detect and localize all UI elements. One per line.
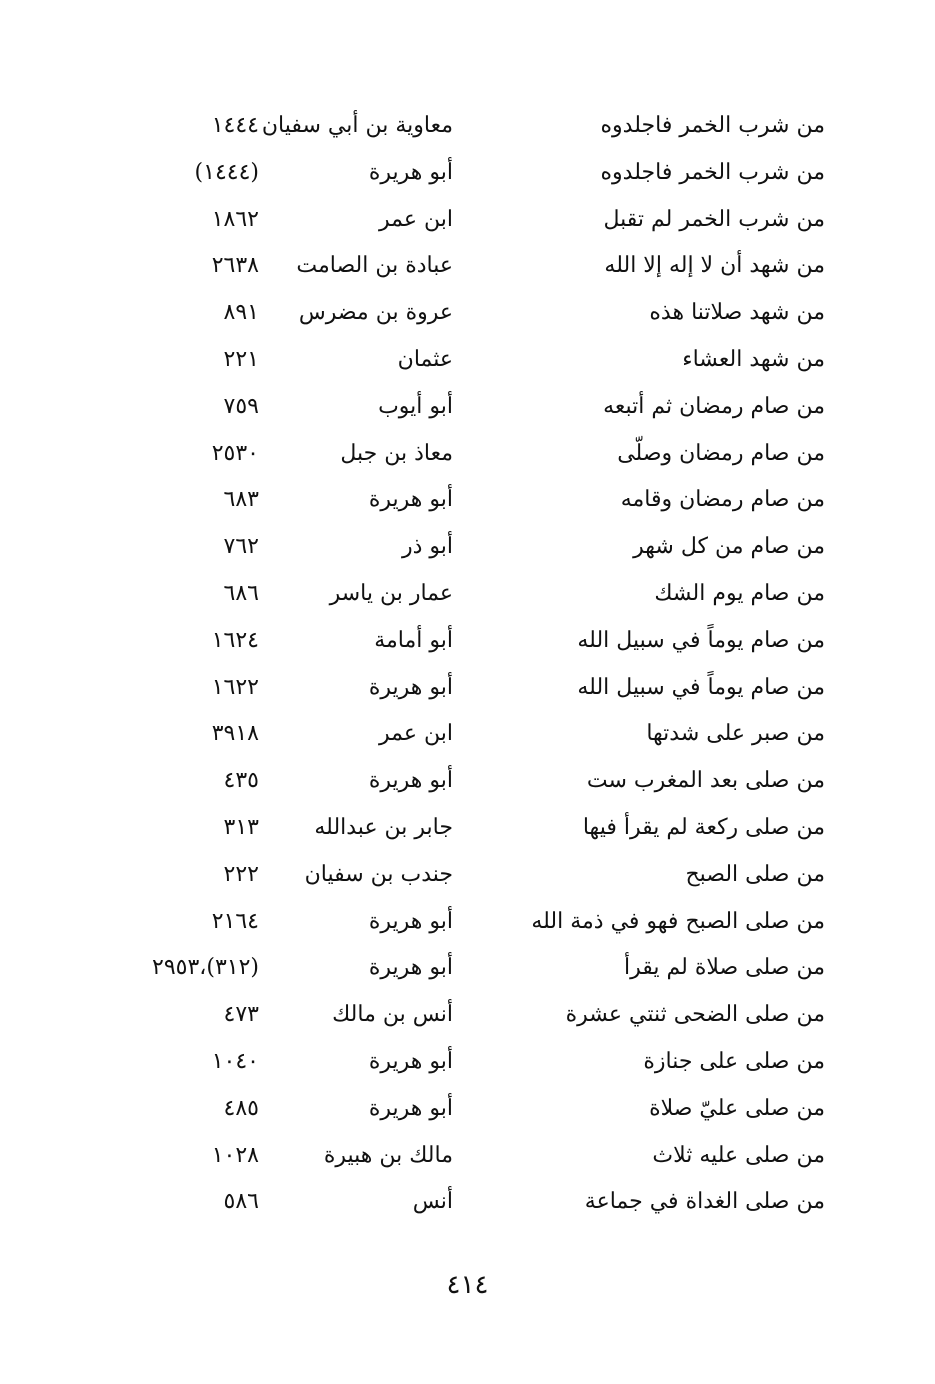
index-row: [0, 760, 935, 807]
narrator-name: أنس بن مالك: [332, 1002, 453, 1028]
hadith-number: ١٦٢٤: [211, 627, 259, 653]
hadith-text: من صام رمضان وقامه: [620, 487, 825, 513]
hadith-text: من صلى ركعة لم يقرأ فيها: [582, 814, 825, 840]
narrator-name: ابن عمر: [379, 206, 453, 232]
hadith-text: من صلى الصبح فهو في ذمة الله: [531, 908, 825, 934]
narrator-name: أبو أمامة: [374, 627, 453, 653]
hadith-number: ٤٣٥: [223, 768, 259, 794]
hadith-text: من صلى صلاة لم يقرأ: [624, 955, 825, 981]
hadith-text: من صبر على شدتها: [646, 721, 825, 747]
hadith-text: من صام يوم الشك: [654, 580, 825, 606]
hadith-text: من صلى الضحى ثنتي عشرة: [565, 1002, 825, 1028]
hadith-number: ١٨٦٢: [211, 206, 259, 232]
hadith-text: من شرب الخمر لم تقبل: [603, 206, 825, 232]
hadith-number: ٢٥٣٠: [211, 440, 259, 466]
hadith-text: من صلى الصبح: [685, 861, 825, 887]
hadith-number: ٨٩١: [223, 300, 259, 326]
index-row: [0, 994, 935, 1041]
index-row: [0, 292, 935, 339]
hadith-number: ٤٧٣: [223, 1002, 259, 1028]
hadith-text: من صلى عليه ثلاث: [652, 1142, 825, 1168]
hadith-number: ٢٦٣٨: [211, 253, 259, 279]
hadith-number: (٣١٢)،٢٩٥٣: [152, 955, 259, 981]
hadith-text: من صام يوماً في سبيل الله: [577, 627, 825, 653]
narrator-name: جندب بن سفيان: [304, 861, 453, 887]
narrator-name: أبو هريرة: [368, 1095, 453, 1121]
narrator-name: عثمان: [397, 346, 453, 372]
hadith-text: من صام من كل شهر: [633, 534, 825, 560]
narrator-name: معاذ بن جبل: [340, 440, 453, 466]
hadith-number: ٧٦٢: [223, 534, 259, 560]
hadith-text: من صلى بعد المغرب ست: [586, 768, 825, 794]
index-row: [0, 152, 935, 199]
page-number: ٤١٤: [446, 1270, 489, 1300]
index-row: [0, 573, 935, 620]
narrator-name: أبو هريرة: [368, 768, 453, 794]
index-row: [0, 947, 935, 994]
hadith-number: ١٠٢٨: [211, 1142, 259, 1168]
hadith-number: ٦٨٣: [223, 487, 259, 513]
hadith-text: من صلى عليّ صلاة: [649, 1095, 825, 1121]
hadith-number: ٦٨٦: [223, 580, 259, 606]
index-row: [0, 1088, 935, 1135]
hadith-number: ٧٥٩: [223, 393, 259, 419]
index-row: [0, 479, 935, 526]
hadith-number: ٢١٦٤: [211, 908, 259, 934]
hadith-text: من شهد العشاء: [682, 346, 825, 372]
narrator-name: أبو هريرة: [368, 487, 453, 513]
hadith-text: من شرب الخمر فاجلدوه: [600, 113, 825, 138]
hadith-number: ٤٨٥: [223, 1095, 259, 1121]
narrator-name: معاوية بن أبي سفيان: [261, 113, 453, 138]
narrator-name: أبو ذر: [401, 534, 453, 560]
hadith-index-list: [0, 105, 935, 1228]
index-row: [0, 713, 935, 760]
narrator-name: أبو هريرة: [368, 674, 453, 700]
hadith-text: من صام رمضان وصلّى: [617, 440, 825, 466]
narrator-name: عروة بن مضرس: [298, 300, 453, 326]
hadith-number: (١٤٤٤): [194, 159, 259, 185]
hadith-text: من شرب الخمر فاجلدوه: [600, 159, 825, 185]
hadith-text: من شهد أن لا إله إلا الله: [604, 253, 825, 279]
index-row: [0, 854, 935, 901]
hadith-number: ١٤٤٤: [211, 113, 259, 138]
hadith-number: ٣٩١٨: [211, 721, 259, 747]
index-row: [0, 1041, 935, 1088]
index-row: [0, 386, 935, 433]
hadith-number: ٥٨٦: [223, 1189, 259, 1215]
index-row: [0, 105, 935, 152]
narrator-name: عبادة بن الصامت: [296, 253, 453, 279]
narrator-name: أبو أيوب: [378, 393, 453, 419]
index-row: [0, 339, 935, 386]
hadith-text: من صام رمضان ثم أتبعه: [603, 393, 825, 419]
index-row: [0, 433, 935, 480]
hadith-number: ١٦٢٢: [211, 674, 259, 700]
hadith-number: ٢٢٢: [223, 861, 259, 887]
index-row: [0, 807, 935, 854]
narrator-name: أبو هريرة: [368, 159, 453, 185]
narrator-name: أبو هريرة: [368, 908, 453, 934]
hadith-text: من صام يوماً في سبيل الله: [577, 674, 825, 700]
hadith-text: من صلى على جنازة: [643, 1048, 825, 1074]
index-row: [0, 620, 935, 667]
index-row: [0, 1135, 935, 1182]
hadith-text: من شهد صلاتنا هذه: [649, 300, 825, 326]
narrator-name: عمار بن ياسر: [329, 580, 453, 606]
narrator-name: أبو هريرة: [368, 1048, 453, 1074]
narrator-name: أبو هريرة: [368, 955, 453, 981]
index-row: [0, 1181, 935, 1228]
hadith-text: من صلى الغداة في جماعة: [584, 1189, 825, 1215]
narrator-name: ابن عمر: [379, 721, 453, 747]
index-row: [0, 245, 935, 292]
hadith-number: ١٠٤٠: [211, 1048, 259, 1074]
index-row: [0, 526, 935, 573]
narrator-name: أنس: [412, 1189, 453, 1215]
hadith-number: ٢٢١: [223, 346, 259, 372]
index-row: [0, 901, 935, 948]
index-row: [0, 199, 935, 246]
index-row: [0, 667, 935, 714]
narrator-name: جابر بن عبدالله: [314, 814, 453, 840]
narrator-name: مالك بن هبيرة: [323, 1142, 453, 1168]
hadith-number: ٣١٣: [223, 814, 259, 840]
